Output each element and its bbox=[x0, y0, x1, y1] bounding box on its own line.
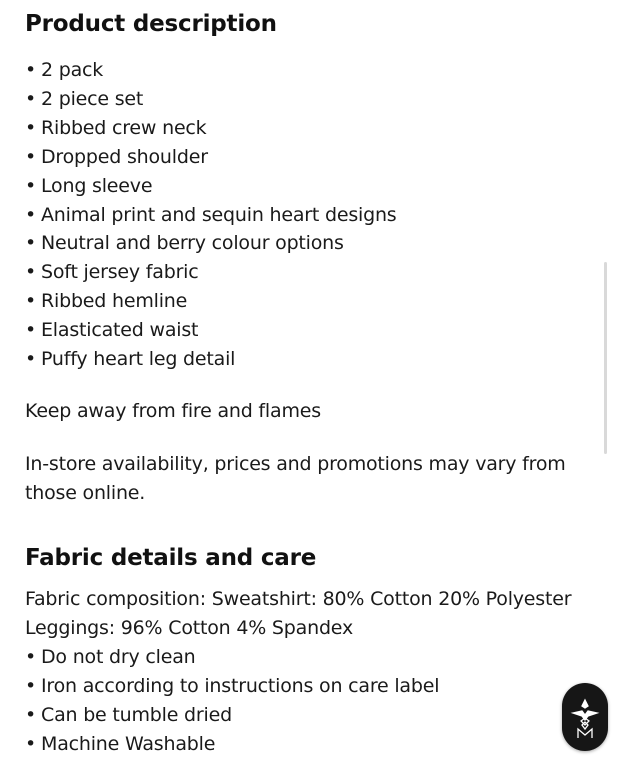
list-item bbox=[25, 114, 397, 143]
list-item bbox=[25, 229, 397, 258]
list-item-text: 2 pack bbox=[41, 59, 104, 81]
list-item bbox=[25, 345, 397, 374]
list-item bbox=[25, 730, 439, 759]
bullet: • bbox=[25, 261, 37, 284]
list-item bbox=[25, 643, 439, 672]
fire-safety-note: Keep away from fire and flames bbox=[25, 400, 321, 422]
bullet: • bbox=[25, 232, 37, 255]
product-description-heading: Product description bbox=[25, 11, 277, 37]
care-instructions-list bbox=[25, 643, 439, 759]
bullet: • bbox=[25, 703, 37, 726]
bullet: • bbox=[25, 348, 37, 371]
bullet: • bbox=[25, 732, 37, 755]
list-item bbox=[25, 56, 397, 85]
list-item bbox=[25, 258, 397, 287]
list-item bbox=[25, 172, 397, 201]
product-description-list bbox=[25, 56, 397, 374]
fabric-composition-leggings: Leggings: 96% Cotton 4% Spandex bbox=[25, 617, 353, 639]
list-item bbox=[25, 143, 397, 172]
bullet: • bbox=[25, 87, 37, 110]
brand-logo-icon bbox=[570, 694, 600, 740]
list-item bbox=[25, 316, 397, 345]
list-item-text: 2 piece set bbox=[41, 87, 144, 110]
bullet: • bbox=[25, 116, 37, 139]
fabric-care-heading: Fabric details and care bbox=[25, 545, 317, 571]
list-item-text: Elasticated waist bbox=[41, 319, 199, 342]
list-item-text: Soft jersey fabric bbox=[41, 261, 199, 284]
bullet: • bbox=[25, 319, 37, 342]
list-item-text: Ribbed crew neck bbox=[41, 116, 207, 139]
list-item-text: Machine Washable bbox=[41, 732, 216, 755]
list-item-text: Long sleeve bbox=[41, 174, 153, 197]
scrollbar[interactable] bbox=[604, 262, 607, 454]
list-item-text: Animal print and sequin heart designs bbox=[41, 203, 397, 226]
fabric-composition-sweatshirt: Fabric composition: Sweatshirt: 80% Cotton 20% Polyester bbox=[25, 588, 572, 610]
bullet: • bbox=[25, 59, 37, 81]
bullet: • bbox=[25, 174, 37, 197]
list-item-text: Do not dry clean bbox=[41, 646, 196, 668]
bullet: • bbox=[25, 203, 37, 226]
list-item-text: Can be tumble dried bbox=[41, 703, 232, 726]
list-item bbox=[25, 701, 439, 730]
list-item bbox=[25, 85, 397, 114]
list-item-text: Iron according to instructions on care label bbox=[41, 674, 440, 697]
floating-brand-button[interactable] bbox=[562, 683, 608, 751]
list-item bbox=[25, 672, 439, 701]
bullet: • bbox=[25, 674, 37, 697]
list-item bbox=[25, 287, 397, 316]
list-item-text: Puffy heart leg detail bbox=[41, 348, 236, 371]
list-item-text: Ribbed hemline bbox=[41, 290, 188, 313]
list-item-text: Dropped shoulder bbox=[41, 145, 208, 168]
availability-note: In-store availability, prices and promotions may vary from those online. bbox=[25, 453, 566, 504]
bullet: • bbox=[25, 646, 37, 668]
bullet: • bbox=[25, 290, 37, 313]
list-item-text: Neutral and berry colour options bbox=[41, 232, 344, 255]
bullet: • bbox=[25, 145, 37, 168]
list-item bbox=[25, 201, 397, 230]
